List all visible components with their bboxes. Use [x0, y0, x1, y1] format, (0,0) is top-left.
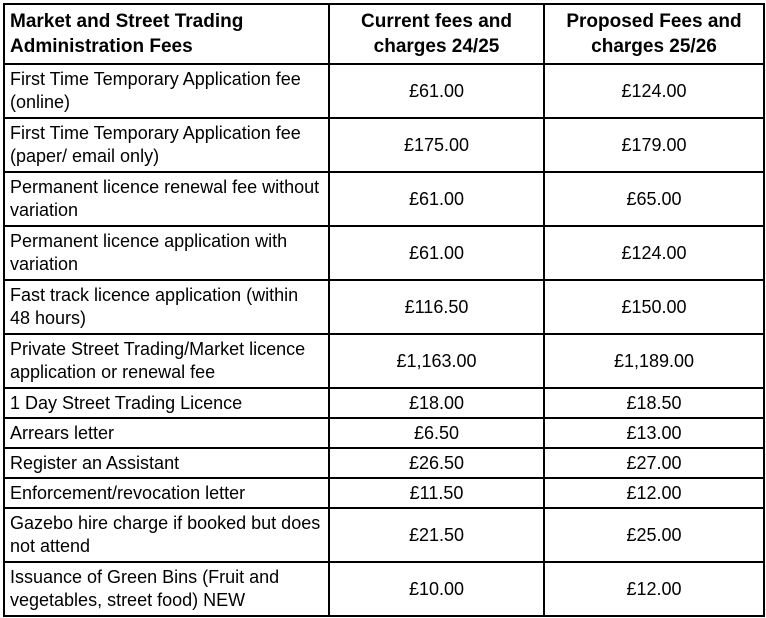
header-item: Market and Street Trading Administration Fees [4, 4, 329, 64]
row-proposed-fee: £179.00 [544, 118, 764, 172]
table-row [4, 418, 764, 448]
row-item: Issuance of Green Bins (Fruit and vegetables, street food) NEW [4, 562, 329, 616]
row-proposed-fee: £13.00 [544, 418, 764, 448]
table-row [4, 334, 764, 388]
header-row [4, 4, 764, 64]
table-row [4, 388, 764, 418]
row-current-fee: £26.50 [329, 448, 544, 478]
table-row [4, 226, 764, 280]
table-row [4, 172, 764, 226]
row-proposed-fee: £124.00 [544, 64, 764, 118]
row-current-fee: £1,163.00 [329, 334, 544, 388]
row-item: Register an Assistant [4, 448, 329, 478]
row-current-fee: £10.00 [329, 562, 544, 616]
row-current-fee: £6.50 [329, 418, 544, 448]
table-row [4, 508, 764, 562]
row-item: Private Street Trading/Market licence application or renewal fee [4, 334, 329, 388]
row-item: 1 Day Street Trading Licence [4, 388, 329, 418]
row-current-fee: £21.50 [329, 508, 544, 562]
row-item: Enforcement/revocation letter [4, 478, 329, 508]
row-proposed-fee: £150.00 [544, 280, 764, 334]
row-proposed-fee: £18.50 [544, 388, 764, 418]
row-item: Arrears letter [4, 418, 329, 448]
row-proposed-fee: £25.00 [544, 508, 764, 562]
row-current-fee: £175.00 [329, 118, 544, 172]
row-proposed-fee: £12.00 [544, 562, 764, 616]
table-row [4, 64, 764, 118]
row-current-fee: £61.00 [329, 172, 544, 226]
row-item: First Time Temporary Application fee (paper/ email only) [4, 118, 329, 172]
row-item: Fast track licence application (within 48 hours) [4, 280, 329, 334]
table-row [4, 562, 764, 616]
row-item: First Time Temporary Application fee (online) [4, 64, 329, 118]
row-current-fee: £116.50 [329, 280, 544, 334]
row-proposed-fee: £27.00 [544, 448, 764, 478]
row-current-fee: £18.00 [329, 388, 544, 418]
table-row [4, 280, 764, 334]
fees-table [3, 3, 765, 617]
row-proposed-fee: £124.00 [544, 226, 764, 280]
row-proposed-fee: £12.00 [544, 478, 764, 508]
header-current-fees: Current fees and charges 24/25 [329, 4, 544, 64]
row-current-fee: £61.00 [329, 64, 544, 118]
row-proposed-fee: £65.00 [544, 172, 764, 226]
row-item: Permanent licence renewal fee without variation [4, 172, 329, 226]
table-row [4, 478, 764, 508]
row-item: Permanent licence application with variation [4, 226, 329, 280]
table-row [4, 448, 764, 478]
row-proposed-fee: £1,189.00 [544, 334, 764, 388]
table-row [4, 118, 764, 172]
row-current-fee: £61.00 [329, 226, 544, 280]
header-proposed-fees: Proposed Fees and charges 25/26 [544, 4, 764, 64]
row-current-fee: £11.50 [329, 478, 544, 508]
row-item: Gazebo hire charge if booked but does not attend [4, 508, 329, 562]
